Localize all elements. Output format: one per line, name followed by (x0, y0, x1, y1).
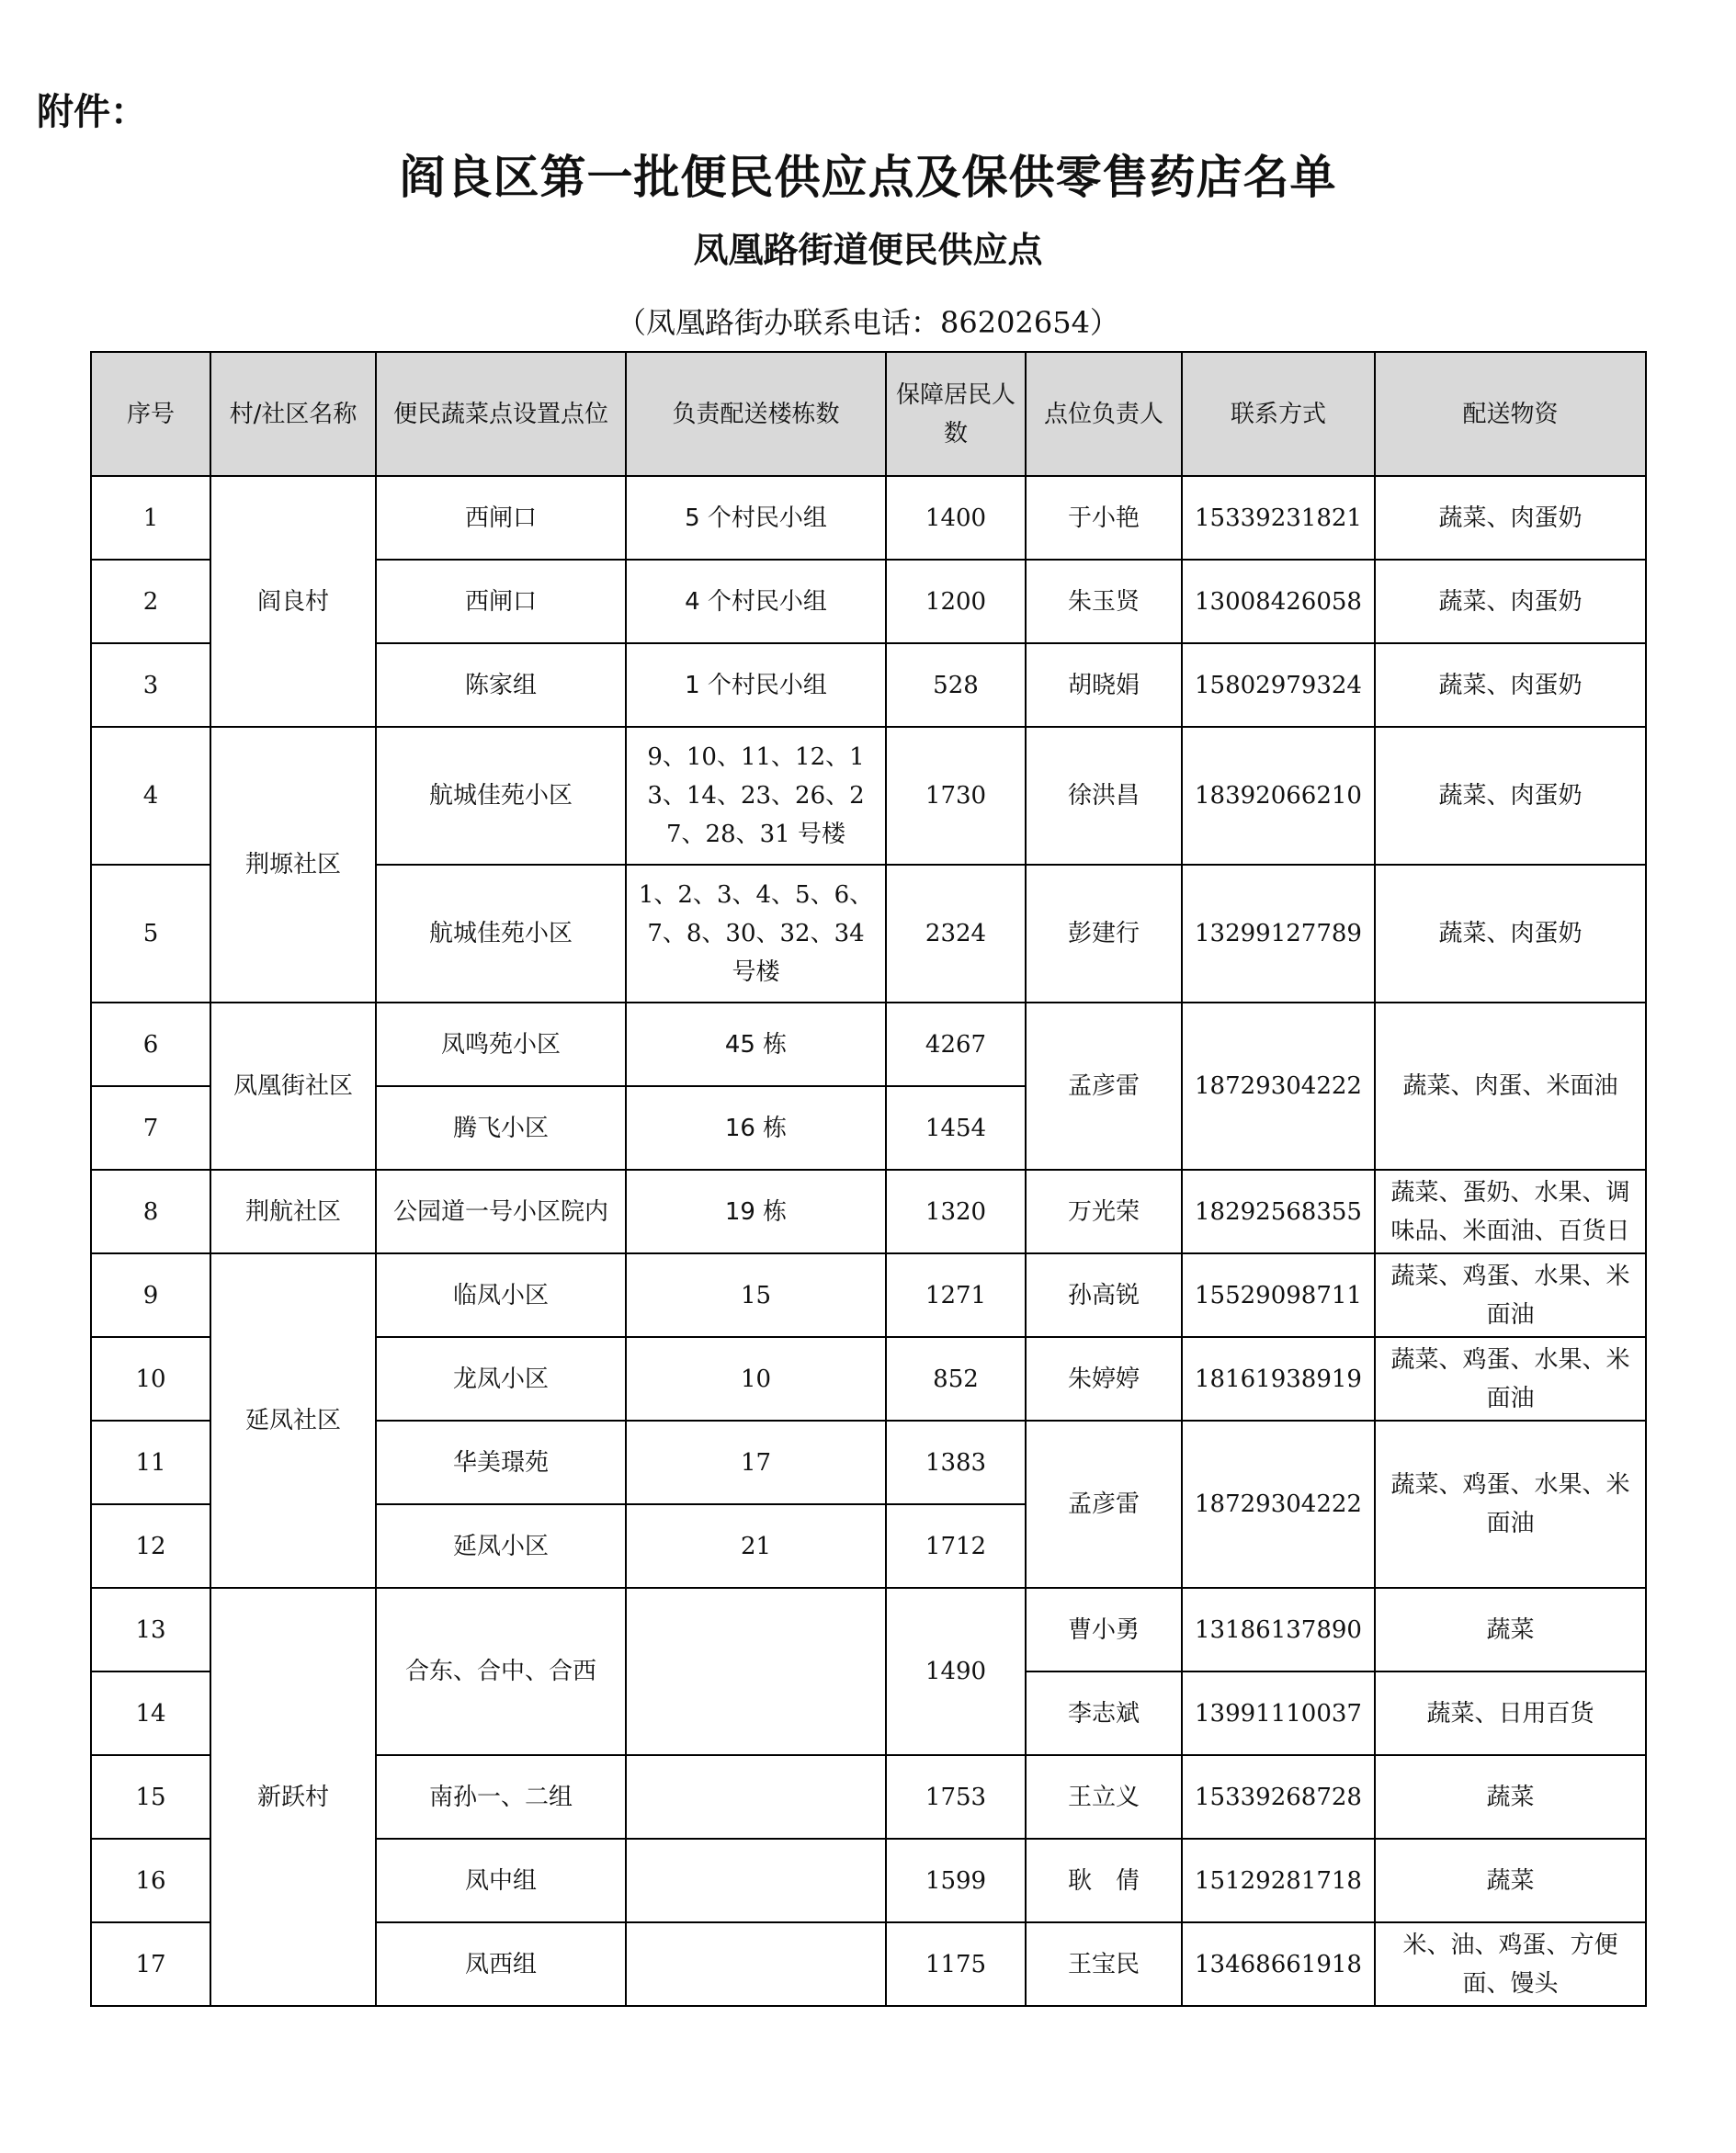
cell-phone: 13991110037 (1182, 1671, 1375, 1755)
table-row (91, 1170, 1646, 1253)
header-community: 村/社区名称 (210, 352, 376, 476)
cell-manager: 朱玉贤 (1026, 560, 1182, 643)
cell-residents: 1400 (886, 476, 1026, 560)
cell-seq: 17 (91, 1922, 210, 2006)
cell-residents: 1383 (886, 1421, 1026, 1504)
cell-supplies: 蔬菜、肉蛋奶 (1375, 476, 1646, 560)
cell-buildings: 10 (626, 1337, 886, 1421)
table-row (91, 1003, 1646, 1086)
supply-points-table (90, 351, 1647, 2007)
cell-phone: 15529098711 (1182, 1253, 1375, 1337)
cell-supplies: 蔬菜、鸡蛋、水果、米面油 (1375, 1253, 1646, 1337)
cell-supplies: 米、油、鸡蛋、方便面、馒头 (1375, 1922, 1646, 2006)
cell-phone: 18392066210 (1182, 727, 1375, 865)
cell-supplies: 蔬菜、肉蛋奶 (1375, 643, 1646, 727)
cell-community: 延凤社区 (210, 1253, 376, 1588)
cell-residents: 1271 (886, 1253, 1026, 1337)
cell-phone: 13186137890 (1182, 1588, 1375, 1671)
cell-supplies: 蔬菜、肉蛋奶 (1375, 865, 1646, 1003)
cell-supplies: 蔬菜 (1375, 1755, 1646, 1839)
cell-buildings: 17 (626, 1421, 886, 1504)
cell-location: 凤中组 (376, 1839, 626, 1922)
cell-location: 航城佳苑小区 (376, 865, 626, 1003)
table-row (91, 1588, 1646, 1671)
cell-phone: 18161938919 (1182, 1337, 1375, 1421)
header-buildings: 负责配送楼栋数 (626, 352, 886, 476)
table-row (91, 476, 1646, 560)
cell-manager: 徐洪昌 (1026, 727, 1182, 865)
cell-buildings (626, 1922, 886, 2006)
cell-seq: 6 (91, 1003, 210, 1086)
cell-seq: 15 (91, 1755, 210, 1839)
cell-seq: 14 (91, 1671, 210, 1755)
header-supplies: 配送物资 (1375, 352, 1646, 476)
cell-manager: 万光荣 (1026, 1170, 1182, 1253)
cell-location: 西闸口 (376, 476, 626, 560)
cell-buildings (626, 1755, 886, 1839)
page-title: 阎良区第一批便民供应点及保供零售药店名单 (399, 151, 1337, 204)
cell-location: 龙凤小区 (376, 1337, 626, 1421)
cell-phone: 13468661918 (1182, 1922, 1375, 2006)
cell-manager: 胡晓娟 (1026, 643, 1182, 727)
cell-seq: 2 (91, 560, 210, 643)
cell-buildings: 9、10、11、12、13、14、23、26、27、28、31 号楼 (626, 727, 886, 865)
cell-residents: 1454 (886, 1086, 1026, 1170)
cell-community: 荆航社区 (210, 1170, 376, 1253)
cell-manager: 孟彦雷 (1026, 1421, 1182, 1588)
cell-phone: 18729304222 (1182, 1421, 1375, 1588)
cell-supplies: 蔬菜 (1375, 1839, 1646, 1922)
cell-seq: 7 (91, 1086, 210, 1170)
header-phone: 联系方式 (1182, 352, 1375, 476)
cell-supplies: 蔬菜、鸡蛋、水果、米面油 (1375, 1337, 1646, 1421)
cell-location: 陈家组 (376, 643, 626, 727)
cell-location: 西闸口 (376, 560, 626, 643)
table-row (91, 1253, 1646, 1337)
cell-manager: 于小艳 (1026, 476, 1182, 560)
cell-location: 南孙一、二组 (376, 1755, 626, 1839)
attachment-label: 附件： (37, 91, 147, 133)
cell-phone: 13299127789 (1182, 865, 1375, 1003)
cell-supplies: 蔬菜 (1375, 1588, 1646, 1671)
cell-manager: 孙高锐 (1026, 1253, 1182, 1337)
cell-residents: 4267 (886, 1003, 1026, 1086)
header-seq: 序号 (91, 352, 210, 476)
cell-residents: 1599 (886, 1839, 1026, 1922)
cell-residents: 1490 (886, 1588, 1026, 1755)
cell-buildings: 45 栋 (626, 1003, 886, 1086)
cell-seq: 11 (91, 1421, 210, 1504)
cell-supplies: 蔬菜、蛋奶、水果、调味品、米面油、百货日 (1375, 1170, 1646, 1253)
cell-residents: 1200 (886, 560, 1026, 643)
cell-location: 合东、合中、合西 (376, 1588, 626, 1755)
cell-community: 荆塬社区 (210, 727, 376, 1003)
cell-residents: 1175 (886, 1922, 1026, 2006)
contact-phone-line: （凤凰路街办联系电话：86202654） (617, 305, 1119, 340)
cell-phone: 15339268728 (1182, 1755, 1375, 1839)
cell-manager: 王宝民 (1026, 1922, 1182, 2006)
cell-buildings (626, 1839, 886, 1922)
cell-buildings: 1、2、3、4、5、6、7、8、30、32、34 号楼 (626, 865, 886, 1003)
cell-phone: 15339231821 (1182, 476, 1375, 560)
cell-buildings: 5 个村民小组 (626, 476, 886, 560)
page-subtitle: 凤凰路街道便民供应点 (693, 230, 1043, 270)
cell-manager: 李志斌 (1026, 1671, 1182, 1755)
cell-buildings: 16 栋 (626, 1086, 886, 1170)
cell-residents: 852 (886, 1337, 1026, 1421)
cell-seq: 13 (91, 1588, 210, 1671)
cell-residents: 1712 (886, 1504, 1026, 1588)
header-location: 便民蔬菜点设置点位 (376, 352, 626, 476)
header-manager: 点位负责人 (1026, 352, 1182, 476)
cell-manager: 王立义 (1026, 1755, 1182, 1839)
cell-buildings: 21 (626, 1504, 886, 1588)
cell-residents: 1730 (886, 727, 1026, 865)
cell-buildings (626, 1588, 886, 1755)
cell-buildings: 19 栋 (626, 1170, 886, 1253)
cell-seq: 12 (91, 1504, 210, 1588)
cell-supplies: 蔬菜、肉蛋奶 (1375, 727, 1646, 865)
cell-location: 航城佳苑小区 (376, 727, 626, 865)
cell-seq: 9 (91, 1253, 210, 1337)
cell-phone: 18729304222 (1182, 1003, 1375, 1170)
cell-community: 新跃村 (210, 1588, 376, 2006)
header-residents: 保障居民人数 (886, 352, 1026, 476)
cell-phone: 18292568355 (1182, 1170, 1375, 1253)
cell-phone: 13008426058 (1182, 560, 1375, 643)
cell-location: 公园道一号小区院内 (376, 1170, 626, 1253)
cell-community: 凤凰街社区 (210, 1003, 376, 1170)
cell-manager: 彭建行 (1026, 865, 1182, 1003)
cell-residents: 528 (886, 643, 1026, 727)
table-row (91, 727, 1646, 865)
cell-buildings: 4 个村民小组 (626, 560, 886, 643)
cell-buildings: 15 (626, 1253, 886, 1337)
cell-location: 凤西组 (376, 1922, 626, 2006)
cell-seq: 8 (91, 1170, 210, 1253)
cell-buildings: 1 个村民小组 (626, 643, 886, 727)
cell-manager: 耿 倩 (1026, 1839, 1182, 1922)
cell-seq: 5 (91, 865, 210, 1003)
cell-residents: 1753 (886, 1755, 1026, 1839)
cell-seq: 1 (91, 476, 210, 560)
cell-community: 阎良村 (210, 476, 376, 727)
cell-residents: 2324 (886, 865, 1026, 1003)
cell-phone: 15802979324 (1182, 643, 1375, 727)
cell-seq: 10 (91, 1337, 210, 1421)
cell-seq: 16 (91, 1839, 210, 1922)
cell-location: 凤鸣苑小区 (376, 1003, 626, 1086)
cell-manager: 孟彦雷 (1026, 1003, 1182, 1170)
cell-location: 腾飞小区 (376, 1086, 626, 1170)
cell-supplies: 蔬菜、日用百货 (1375, 1671, 1646, 1755)
cell-seq: 3 (91, 643, 210, 727)
cell-location: 华美璟苑 (376, 1421, 626, 1504)
cell-supplies: 蔬菜、肉蛋、米面油 (1375, 1003, 1646, 1170)
table-header-row (91, 352, 1646, 476)
cell-manager: 朱婷婷 (1026, 1337, 1182, 1421)
cell-location: 临凤小区 (376, 1253, 626, 1337)
cell-phone: 15129281718 (1182, 1839, 1375, 1922)
cell-seq: 4 (91, 727, 210, 865)
cell-supplies: 蔬菜、肉蛋奶 (1375, 560, 1646, 643)
cell-supplies: 蔬菜、鸡蛋、水果、米面油 (1375, 1421, 1646, 1588)
cell-location: 延凤小区 (376, 1504, 626, 1588)
cell-manager: 曹小勇 (1026, 1588, 1182, 1671)
cell-residents: 1320 (886, 1170, 1026, 1253)
